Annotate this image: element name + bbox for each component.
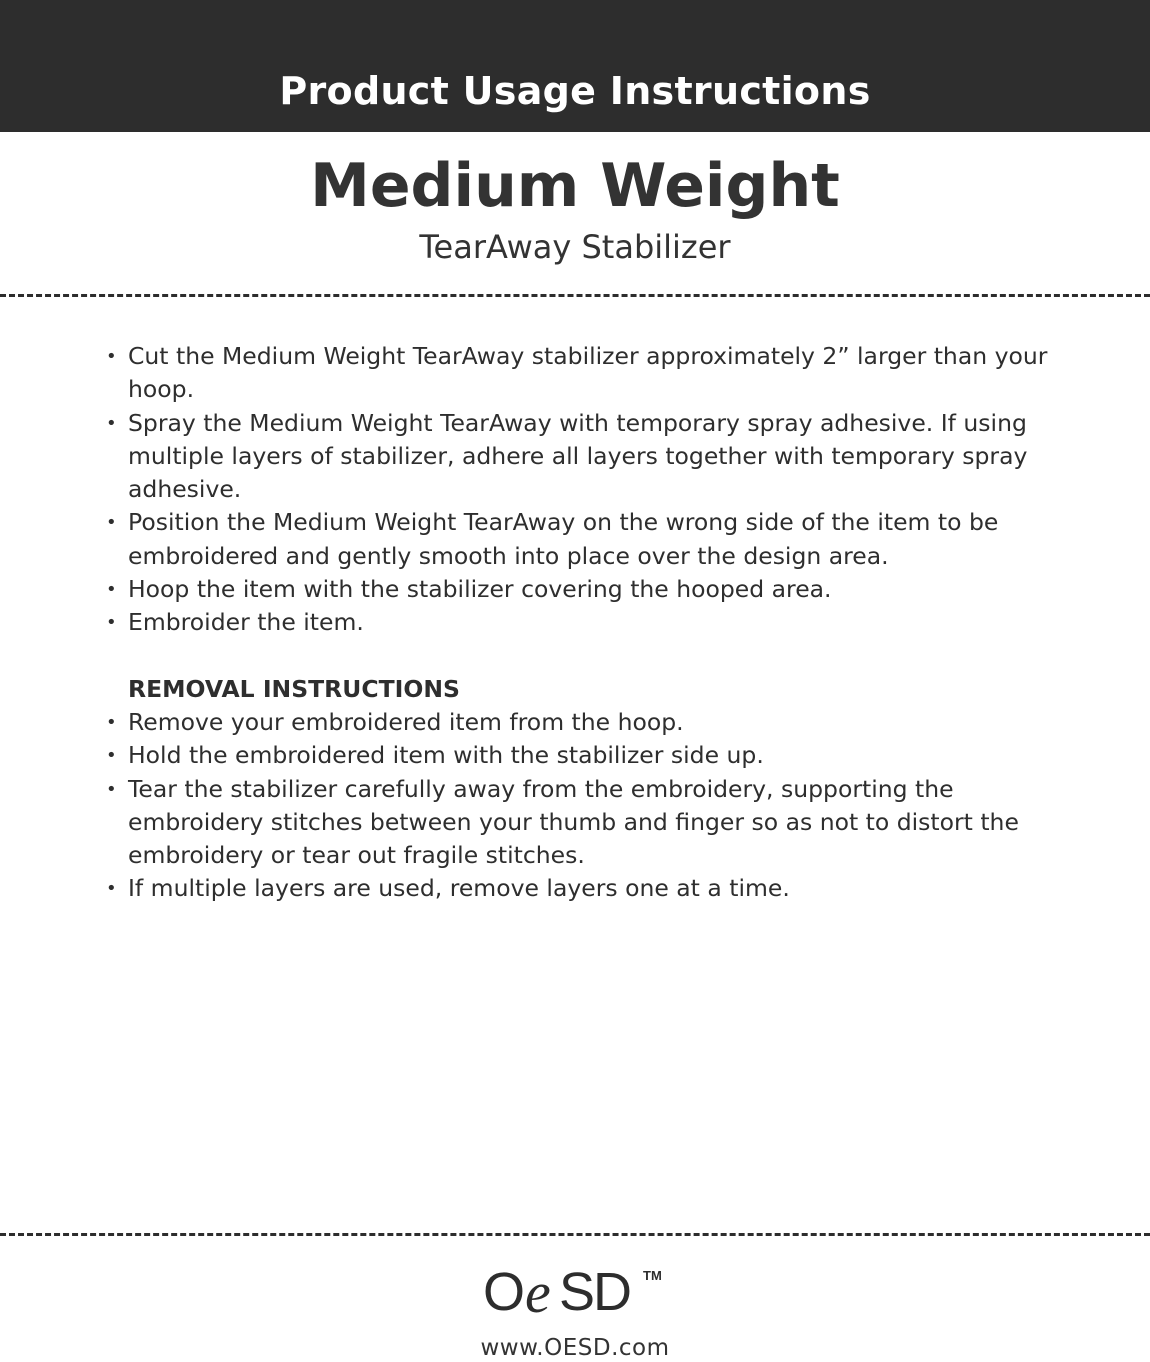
instructions-list bbox=[104, 340, 1094, 906]
oesd-logo bbox=[0, 1258, 1150, 1328]
removal-step-text: Hold the embroidered item with the stabilizer side up. bbox=[128, 741, 764, 770]
bullet-icon: • bbox=[106, 512, 117, 534]
usage-step bbox=[104, 606, 1094, 639]
removal-step-text: Tear the stabilizer carefully away from the embroidery, supporting the embroidery stitches between your thumb and finger so as not to distort the embroidery or tear out fragile stitches. bbox=[128, 774, 1019, 870]
bullet-icon: • bbox=[106, 412, 117, 434]
bullet-icon: • bbox=[106, 878, 117, 900]
usage-step-text: Spray the Medium Weight TearAway with temporary spray adhesive. If using multiple layers of stabilizer, adhere all layers together with temporary spray adhesive. bbox=[128, 408, 1028, 504]
usage-step-text: Hoop the item with the stabilizer covering the hooped area. bbox=[128, 575, 832, 604]
usage-step bbox=[104, 407, 1094, 507]
logo-stitched-e: e bbox=[525, 1260, 551, 1322]
usage-step-text: Cut the Medium Weight TearAway stabilizer approximately 2” larger than your hoop. bbox=[128, 342, 1048, 404]
bullet-icon: • bbox=[106, 346, 117, 367]
website-url: www.OESD.com bbox=[480, 1335, 670, 1361]
usage-step bbox=[104, 340, 1094, 407]
product-title: Medium Weight bbox=[310, 151, 840, 221]
top-dashed-divider bbox=[0, 294, 1150, 297]
oesd-logo-icon bbox=[475, 1258, 675, 1322]
removal-step bbox=[104, 739, 1094, 772]
header-title: Product Usage Instructions bbox=[279, 69, 871, 113]
logo-letter-o: O bbox=[483, 1262, 526, 1322]
removal-step-text: If multiple layers are used, remove layers one at a time. bbox=[128, 874, 790, 903]
usage-step bbox=[104, 573, 1094, 606]
bottom-dashed-divider bbox=[0, 1233, 1150, 1236]
bullet-icon: • bbox=[106, 778, 117, 800]
logo-letters-sd: SD bbox=[559, 1262, 631, 1322]
removal-heading: REMOVAL INSTRUCTIONS bbox=[128, 674, 460, 703]
product-subtitle: TearAway Stabilizer bbox=[419, 228, 731, 266]
removal-step bbox=[104, 773, 1094, 873]
removal-step-text: Remove your embroidered item from the hoop. bbox=[128, 707, 684, 736]
usage-step bbox=[104, 506, 1094, 573]
usage-step-text: Position the Medium Weight TearAway on the wrong side of the item to be embroidered and gently smooth into place over the design area. bbox=[128, 508, 999, 570]
removal-step bbox=[104, 872, 1094, 905]
usage-step-text: Embroider the item. bbox=[128, 608, 364, 637]
bullet-icon: • bbox=[106, 579, 117, 601]
bullet-icon: • bbox=[106, 612, 117, 634]
logo-trademark: TM bbox=[643, 1268, 662, 1283]
bullet-icon: • bbox=[106, 745, 117, 767]
bullet-icon: • bbox=[106, 711, 117, 733]
removal-step bbox=[104, 706, 1094, 739]
